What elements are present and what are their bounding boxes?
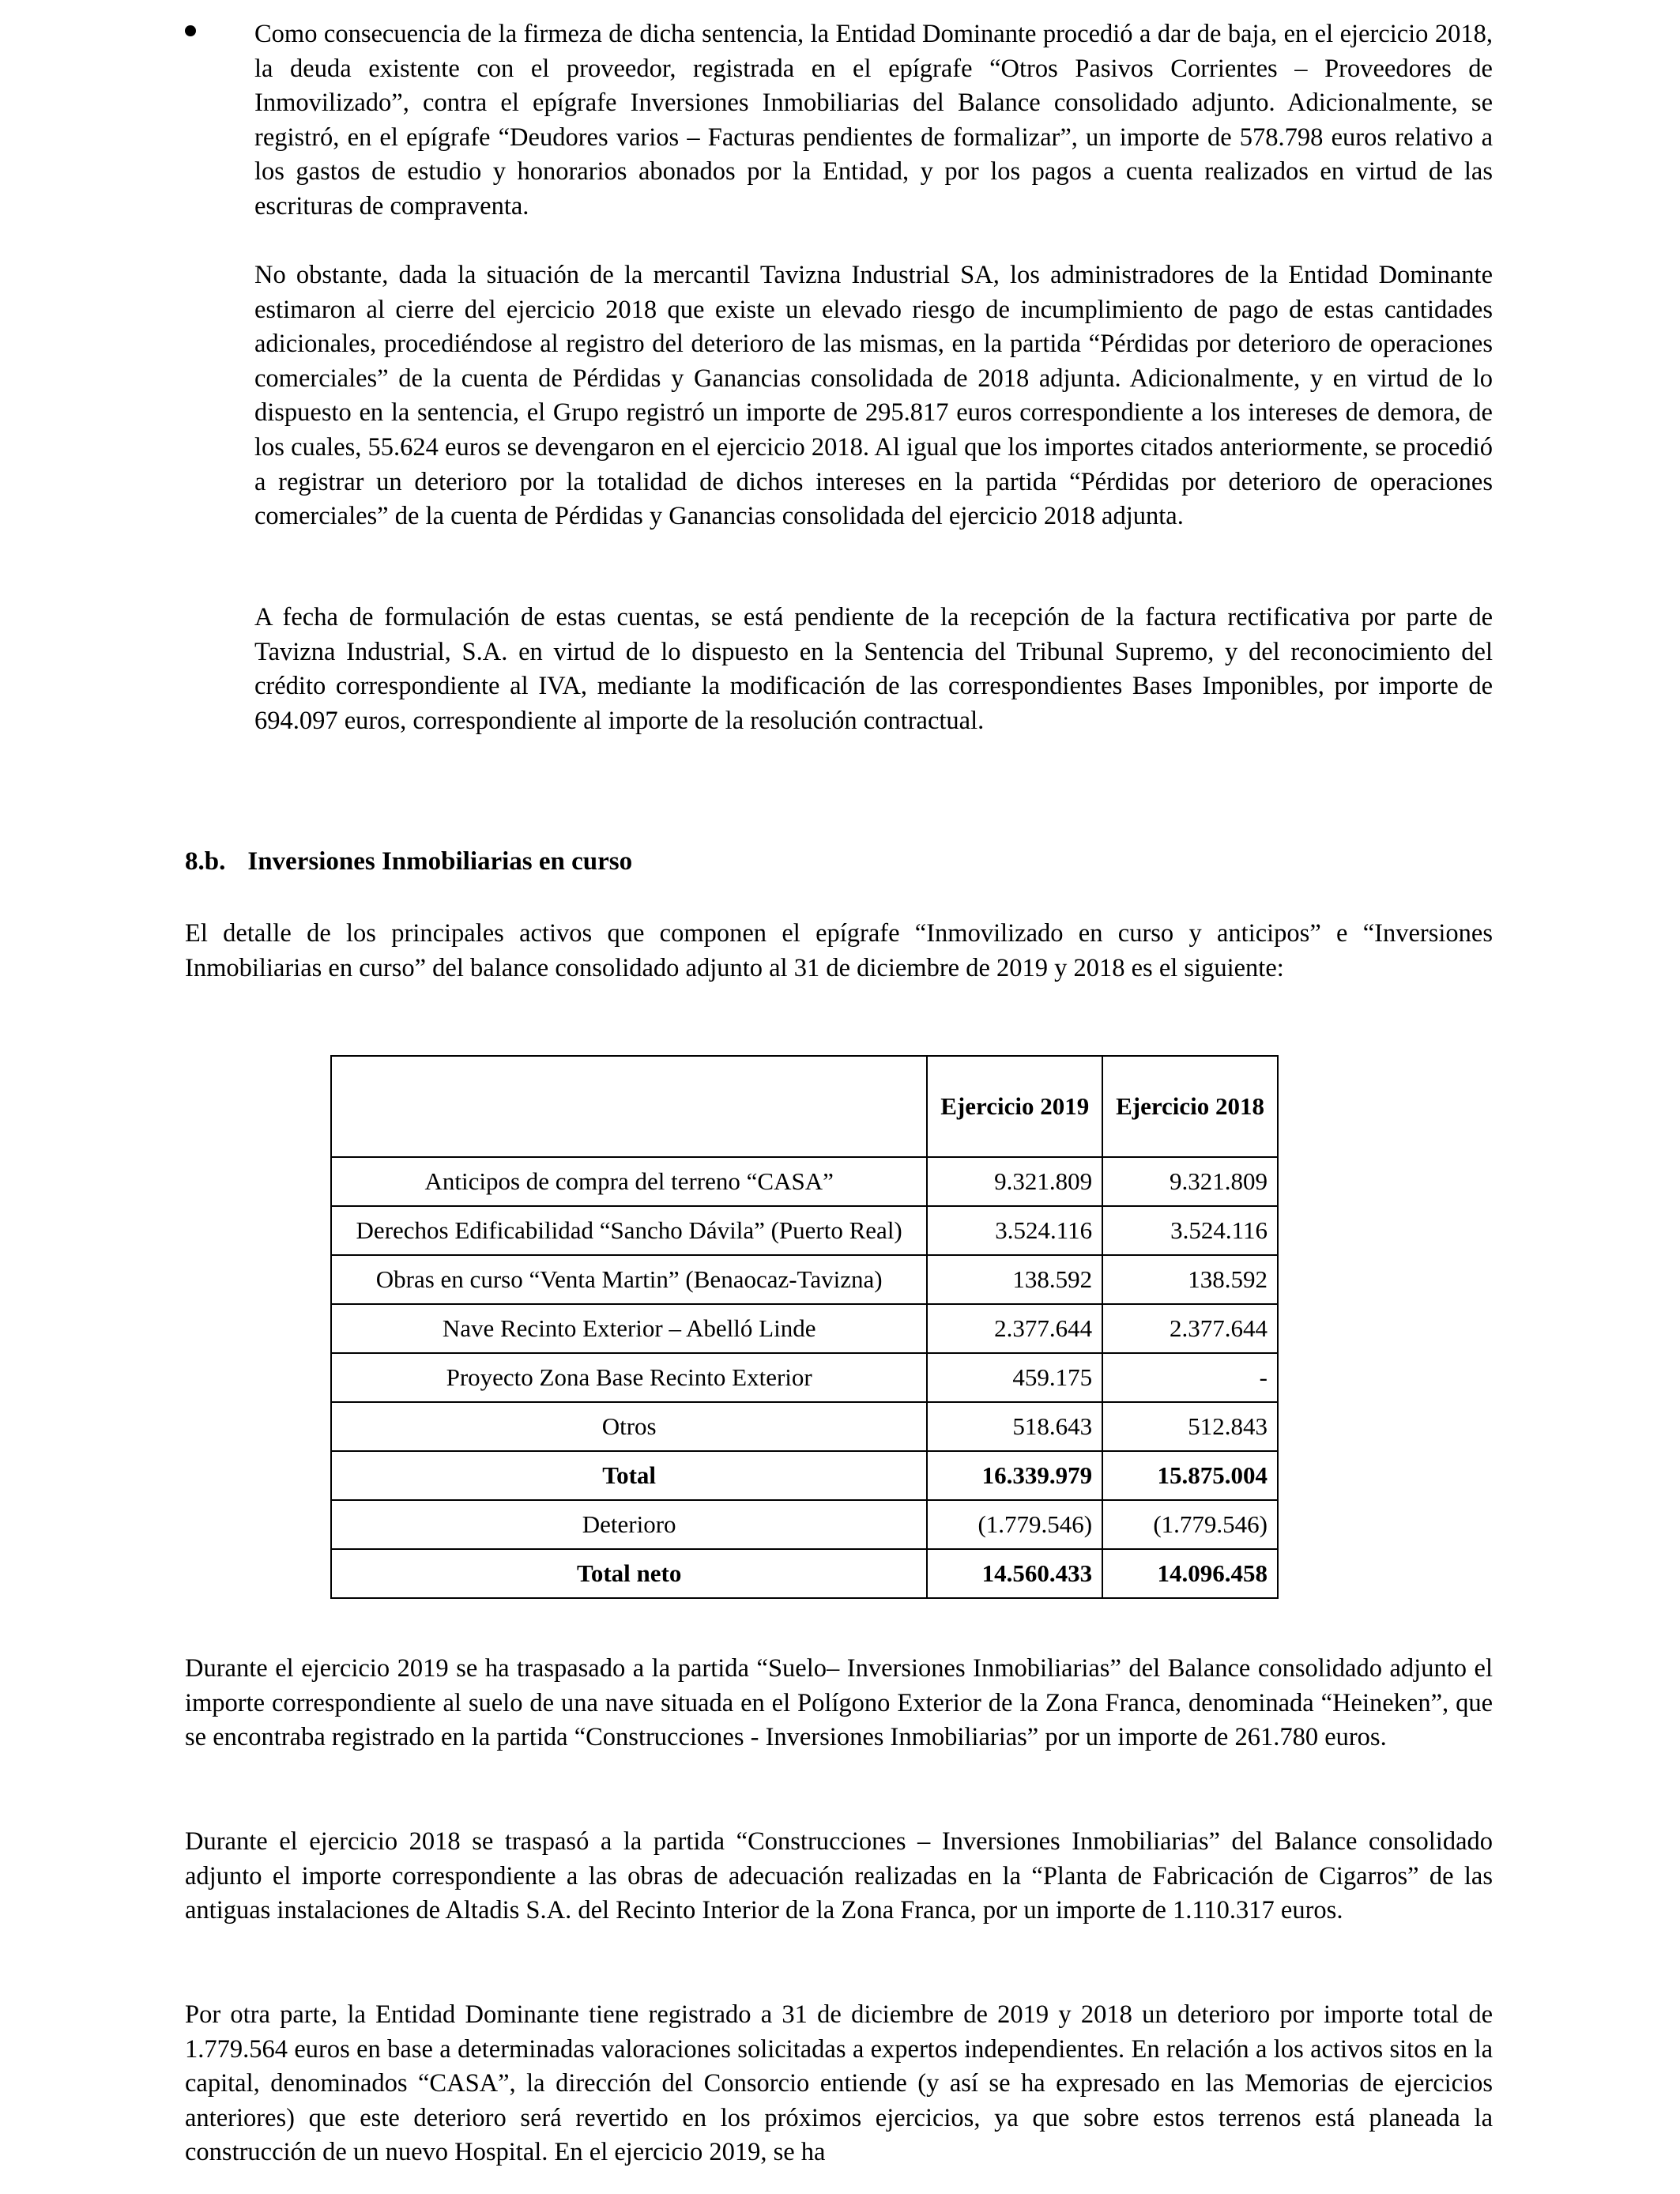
paragraph-deterioro: No obstante, dada la situación de la mercantil Tavizna Industrial SA, los administradores de la Entidad Dominante estimaron al cierre del ejercicio 2018 que existe un elevado riesgo de incumplimiento de pago de estas cantidades adicionales, procediéndose al registro del deterioro de las mismas, en la partida “Pérdidas por deterioro de operaciones comerciales” de la cuenta de Pérdidas y Ganancias consolidada de 2018 adjunta. Adicionalmente, y en virtud de lo dispuesto en la sentencia, el Grupo registró un importe de 295.817 euros correspondiente a los intereses de demora, de los cuales, 55.624 euros se devengaron en el ejercicio 2018. Al igual que los importes citados anteriormente, se procedió a registrar un deterioro por la totalidad de dichos intereses en la partida “Pérdidas por deterioro de operaciones comerciales” de la cuenta de Pérdidas y Ganancias consolidada del ejercicio 2018 adjunta. — [254, 261, 1493, 531]
row-value-2018: 14.096.458 — [1102, 1549, 1278, 1598]
table-header-row — [331, 1056, 1278, 1157]
table-row — [331, 1157, 1278, 1206]
table-row — [331, 1451, 1278, 1500]
row-value-2019: 459.175 — [927, 1353, 1102, 1402]
row-value-2019: 9.321.809 — [927, 1157, 1102, 1206]
assets-table — [330, 1055, 1279, 1599]
section-heading — [185, 844, 632, 879]
row-label: Otros — [331, 1402, 927, 1451]
row-label: Obras en curso “Venta Martin” (Benaocaz-Tavizna) — [331, 1255, 927, 1304]
row-value-2018: 15.875.004 — [1102, 1451, 1278, 1500]
table-row — [331, 1500, 1278, 1549]
row-value-2018: 9.321.809 — [1102, 1157, 1278, 1206]
row-value-2019: 3.524.116 — [927, 1206, 1102, 1255]
row-value-2019: 518.643 — [927, 1402, 1102, 1451]
row-label: Total neto — [331, 1549, 927, 1598]
row-value-2019: 138.592 — [927, 1255, 1102, 1304]
table-row — [331, 1255, 1278, 1304]
row-value-2019: (1.779.546) — [927, 1500, 1102, 1549]
table-row — [331, 1206, 1278, 1255]
table-row — [331, 1549, 1278, 1598]
row-value-2018: 138.592 — [1102, 1255, 1278, 1304]
section-title: Inversiones Inmobiliarias en curso — [247, 847, 633, 876]
row-value-2018: 512.843 — [1102, 1402, 1278, 1451]
row-label: Nave Recinto Exterior – Abelló Linde — [331, 1304, 927, 1353]
row-label: Anticipos de compra del terreno “CASA” — [331, 1157, 927, 1206]
table-header-2018: Ejercicio 2018 — [1102, 1056, 1278, 1157]
bullet-marker — [185, 25, 196, 36]
paragraph-traspaso-2018: Durante el ejercicio 2018 se traspasó a la partida “Construcciones – Inversiones Inmobiliarias” del Balance consolidado adjunto el importe correspondiente a las obras de adecuación realizadas en la “Planta de Fabricación de Cigarros” de las antiguas instalaciones de Altadis S.A. del Recinto Interior de la Zona Franca, por un importe de 1.110.317 euros. — [185, 1827, 1493, 1925]
table-header-empty — [331, 1056, 927, 1157]
paragraph-factura-rectificativa: A fecha de formulación de estas cuentas, se está pendiente de la recepción de la factura rectificativa por parte de Tavizna Industrial, S.A. en virtud de lo dispuesto en la Sentencia del Tribunal Supremo, y del reconocimiento del crédito correspondiente al IVA, mediante la modificación de las correspondientes Bases Imponibles, por importe de 694.097 euros, correspondiente al importe de la resolución contractual. — [254, 603, 1493, 735]
row-label: Derechos Edificabilidad “Sancho Dávila” (Puerto Real) — [331, 1206, 927, 1255]
row-label: Deterioro — [331, 1500, 927, 1549]
row-value-2019: 2.377.644 — [927, 1304, 1102, 1353]
table-header-2019: Ejercicio 2019 — [927, 1056, 1102, 1157]
table-row — [331, 1402, 1278, 1451]
table-row — [331, 1304, 1278, 1353]
section-intro: El detalle de los principales activos que componen el epígrafe “Inmovilizado en curso y anticipos” e “Inversiones Inmobiliarias en curso” del balance consolidado adjunto al 31 de diciembre de 2019 y 2018 es el siguiente: — [185, 919, 1493, 982]
table-body — [331, 1157, 1278, 1598]
row-value-2019: 16.339.979 — [927, 1451, 1102, 1500]
bullet-paragraph: Como consecuencia de la firmeza de dicha sentencia, la Entidad Dominante procedió a dar de baja, en el ejercicio 2018, la deuda existente con el proveedor, registrada en el epígrafe “Otros Pasivos Corrientes – Proveedores de Inmovilizado”, contra el epígrafe Inversiones Inmobiliarias del Balance consolidado adjunto. Adicionalmente, se registró, en el epígrafe “Deudores varios – Facturas pendientes de formalizar”, un importe de 578.798 euros relativo a los gastos de estudio y honorarios abonados por la Entidad, y por los pagos a cuenta realizados en virtud de las escrituras de compraventa. — [254, 20, 1493, 221]
row-value-2018: - — [1102, 1353, 1278, 1402]
row-value-2018: (1.779.546) — [1102, 1500, 1278, 1549]
paragraph-traspaso-2019: Durante el ejercicio 2019 se ha traspasado a la partida “Suelo– Inversiones Inmobiliarias” del Balance consolidado adjunto el importe correspondiente al suelo de una nave situada en el Polígono Exterior de la Zona Franca, denominada “Heineken”, que se encontraba registrado en la partida “Construcciones - Inversiones Inmobiliarias” por un importe de 261.780 euros. — [185, 1654, 1493, 1752]
section-number: 8.b. — [185, 847, 226, 876]
row-label: Proyecto Zona Base Recinto Exterior — [331, 1353, 927, 1402]
paragraph-deterioro-casa: Por otra parte, la Entidad Dominante tiene registrado a 31 de diciembre de 2019 y 2018 un deterioro por importe total de 1.779.564 euros en base a determinadas valoraciones solicitadas a expertos independientes. En relación a los activos sitos en la capital, denominados “CASA”, la dirección del Consorcio entiende (y así se ha expresado en las Memorias de ejercicios anteriores) que este deterioro será revertido en los próximos ejercicios, ya que sobre estos terrenos está planeada la construcción de un nuevo Hospital. En el ejercicio 2019, se ha — [185, 2000, 1493, 2167]
row-value-2018: 2.377.644 — [1102, 1304, 1278, 1353]
row-value-2018: 3.524.116 — [1102, 1206, 1278, 1255]
table-row — [331, 1353, 1278, 1402]
row-value-2019: 14.560.433 — [927, 1549, 1102, 1598]
row-label: Total — [331, 1451, 927, 1500]
